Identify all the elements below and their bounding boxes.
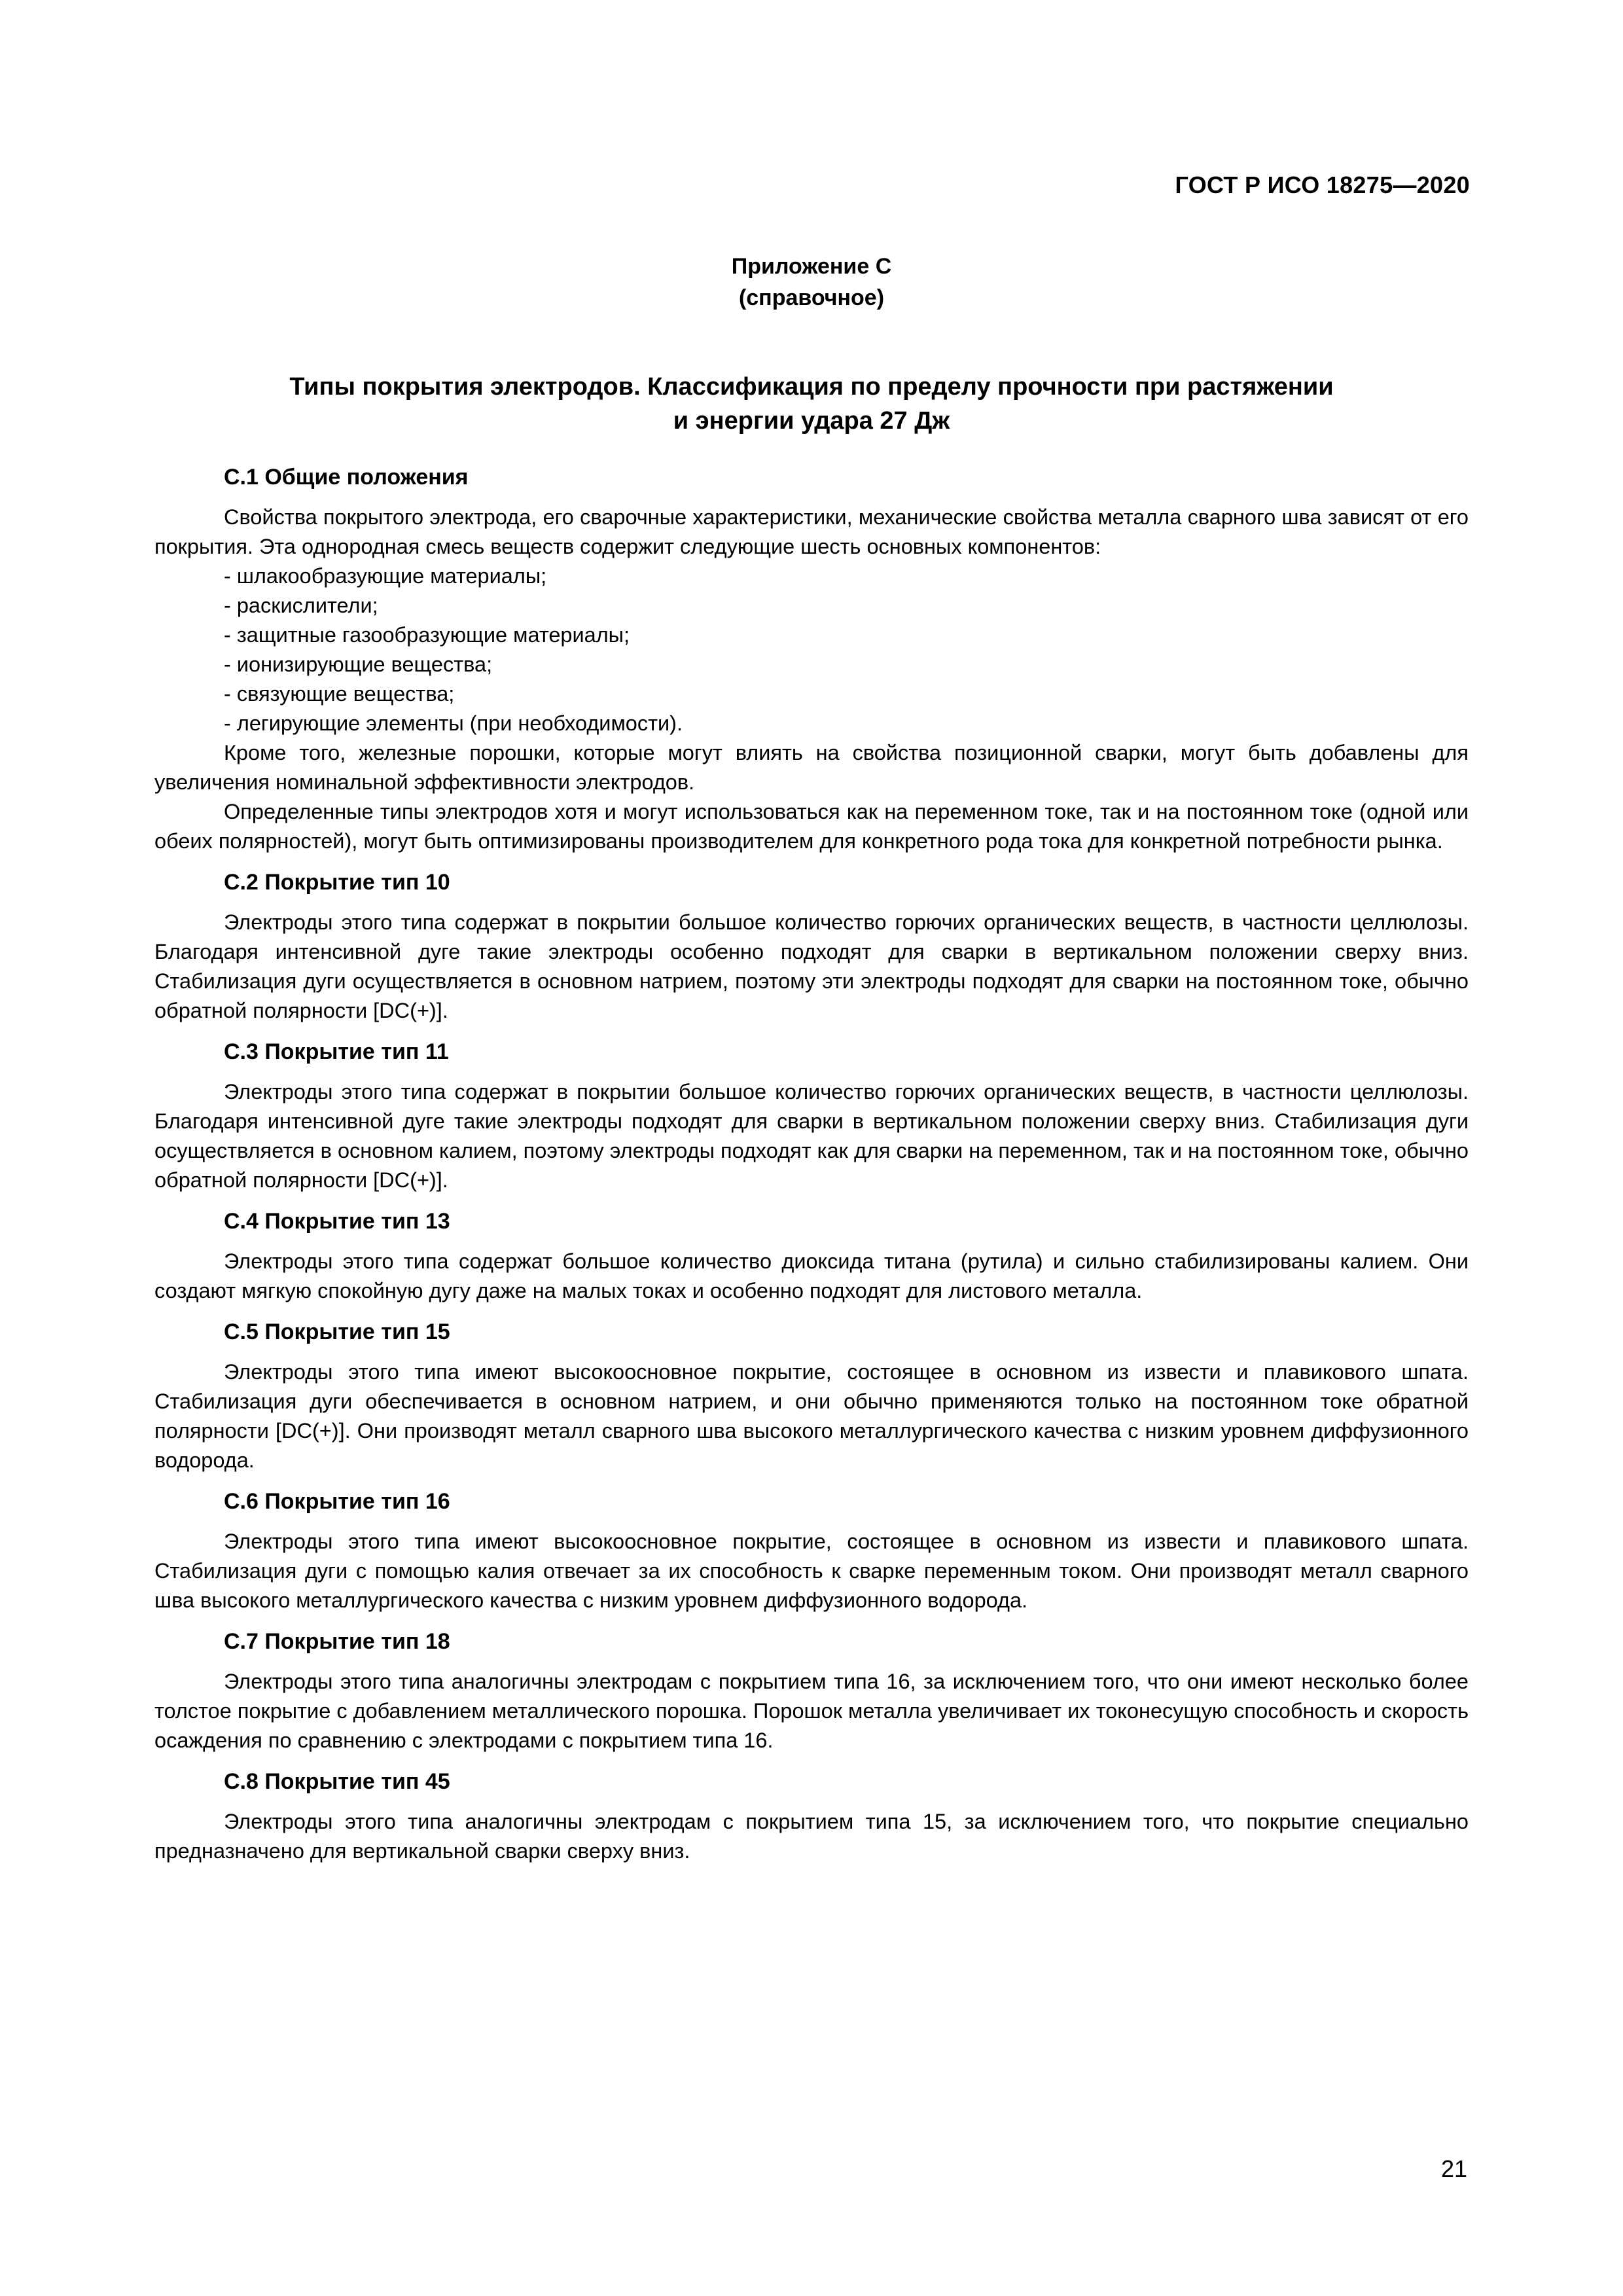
paragraph: Кроме того, железные порошки, которые могут влиять на свойства позиционной сварки, могут быть добавлены для увеличения номинальной эффективности электродов. xyxy=(154,741,1469,794)
section-c3 xyxy=(154,1037,1469,1195)
list-item: - шлакообразующие материалы; xyxy=(224,564,547,588)
section-c4 xyxy=(154,1207,1469,1306)
paragraph: Электроды этого типа имеют высокоосновное покрытие, состоящее в основном из извести и плавикового шпата. Стабилизация дуги с помощью калия отвечает за их способность к сварке переменным током. Они производят металл сварного шва высокого металлургического качества с низким уровнем диффузионного водорода. xyxy=(154,1530,1469,1612)
page-title-line-1: Типы покрытия электродов. Классификация по пределу прочности при растяжении xyxy=(289,373,1334,401)
list-item: - связующие вещества; xyxy=(224,682,455,706)
paragraph: Определенные типы электродов хотя и могут использоваться как на переменном токе, так и на постоянном токе (одной или обеих полярностей), могут быть оптимизированы производителем для конкретного рода тока для конкретной потребности рынка. xyxy=(154,800,1469,853)
section-heading: С.1 Общие положения xyxy=(224,465,469,490)
page-title-line-2: и энергии удара 27 Дж xyxy=(673,407,950,435)
list-item: - раскислители; xyxy=(224,594,378,617)
section-heading: С.2 Покрытие тип 10 xyxy=(224,870,450,895)
section-c5 xyxy=(154,1318,1469,1475)
section-c7 xyxy=(154,1627,1469,1755)
section-heading: С.3 Покрытие тип 11 xyxy=(224,1039,449,1064)
list-item: - легирующие элементы (при необходимости). xyxy=(224,711,683,735)
paragraph: Свойства покрытого электрода, его сварочные характеристики, механические свойства металла сварного шва зависят от его покрытия. Эта однородная смесь веществ содержит следующие шесть основных компонентов: xyxy=(154,505,1469,558)
annex-label: Приложение С xyxy=(731,254,892,279)
page-title xyxy=(196,370,1427,438)
annex-heading xyxy=(0,251,1623,314)
paragraph: Электроды этого типа аналогичны электродам с покрытием типа 16, за исключением того, что они имеют несколько более толстое покрытие с добавлением металлического порошка. Порошок металла увеличивает их токонесущую способность и скорость осаждения по сравнению с электродами с покрытием типа 16. xyxy=(154,1670,1469,1752)
paragraph: Электроды этого типа имеют высокоосновное покрытие, состоящее в основном из извести и плавикового шпата. Стабилизация дуги обеспечивается в основном натрием, и они обычно применяются только на постоянном токе обратной полярности [DC(+)]. Они производят металл сварного шва высокого металлургического качества с низким уровнем диффузионного водорода. xyxy=(154,1360,1469,1472)
paragraph: Электроды этого типа содержат в покрытии большое количество горючих органических веществ, в частности целлюлозы. Благодаря интенсивной дуге такие электроды подходят для сварки в вертикальном положении сверху вниз. Стабилизация дуги осуществляется в основном калием, поэтому электроды подходят как для сварки на переменном, так и на постоянном токе, обычно обратной полярности [DC(+)]. xyxy=(154,1080,1469,1192)
section-c8 xyxy=(154,1767,1469,1866)
annex-type: (справочное) xyxy=(738,285,885,310)
list-item: - ионизирующие вещества; xyxy=(224,653,493,676)
section-heading: С.8 Покрытие тип 45 xyxy=(224,1769,450,1794)
section-heading: С.5 Покрытие тип 15 xyxy=(224,1319,450,1344)
document-code: ГОСТ Р ИСО 18275—2020 xyxy=(1175,171,1470,198)
paragraph: Электроды этого типа содержат в покрытии большое количество горючих органических веществ, в частности целлюлозы. Благодаря интенсивной дуге такие электроды особенно подходят для сварки в вертикальном положении сверху вниз. Стабилизация дуги осуществляется в основном натрием, поэтому эти электроды подходят для сварки на постоянном токе, обычно обратной полярности [DC(+)]. xyxy=(154,910,1469,1022)
section-heading: С.7 Покрытие тип 18 xyxy=(224,1629,450,1654)
section-c6 xyxy=(154,1487,1469,1615)
paragraph: Электроды этого типа аналогичны электродам с покрытием типа 15, за исключением того, что покрытие специально предназначено для вертикальной сварки сверху вниз. xyxy=(154,1810,1469,1863)
list-item: - защитные газообразующие материалы; xyxy=(224,623,630,647)
section-heading: С.6 Покрытие тип 16 xyxy=(224,1489,450,1514)
component-list xyxy=(154,562,1469,738)
paragraph: Электроды этого типа содержат большое количество диоксида титана (рутила) и сильно стабилизированы калием. Они создают мягкую спокойную дугу даже на малых токах и особенно подходят для листового металла. xyxy=(154,1249,1469,1302)
section-c2 xyxy=(154,868,1469,1026)
section-heading: С.4 Покрытие тип 13 xyxy=(224,1209,450,1234)
document-body xyxy=(154,463,1469,1878)
page-number: 21 xyxy=(1440,2155,1467,2182)
section-c1 xyxy=(154,463,1469,856)
